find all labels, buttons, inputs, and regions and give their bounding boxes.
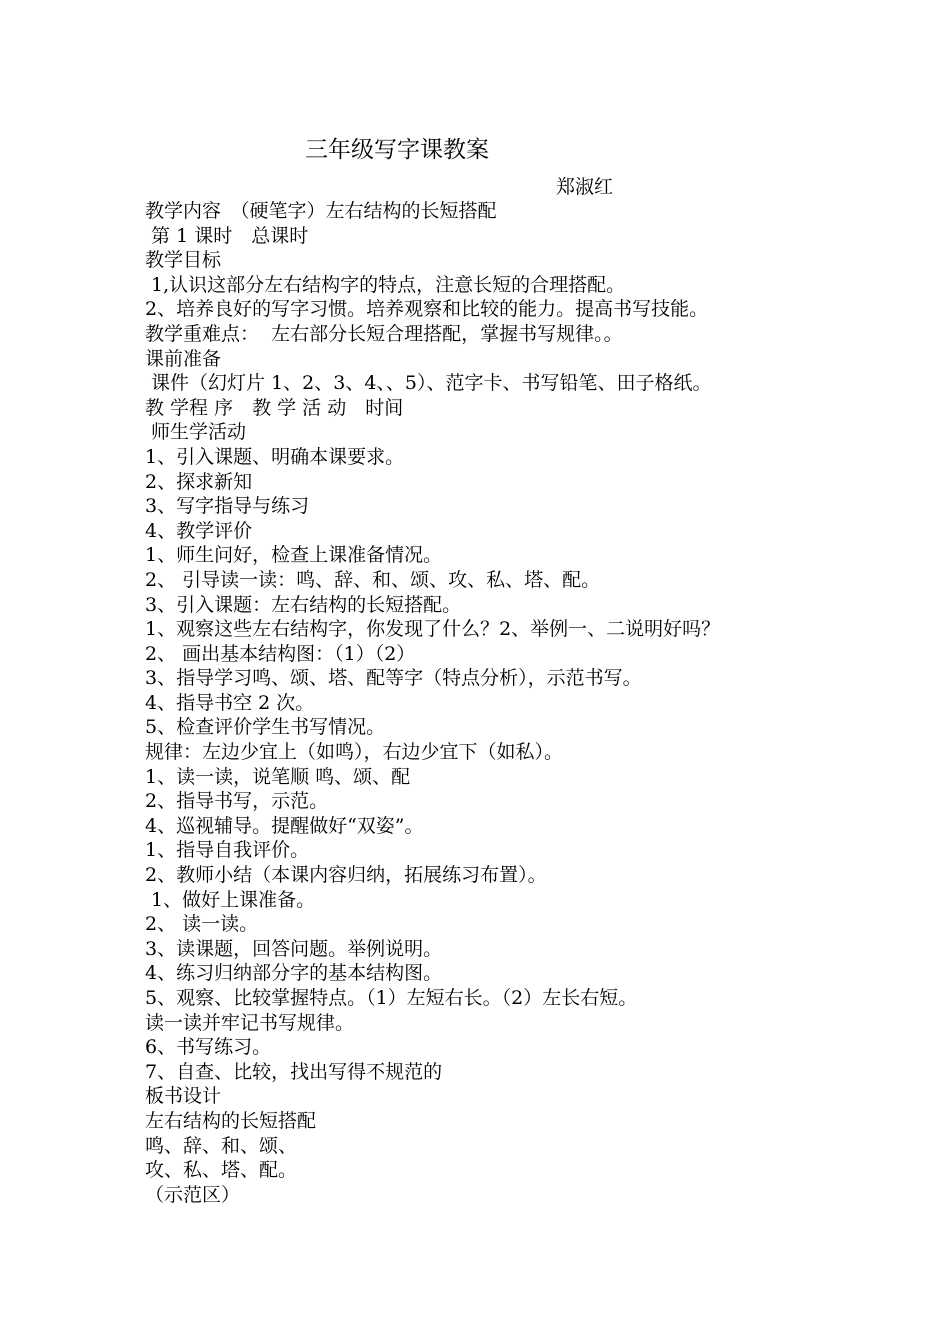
document-line: 4、教学评价 [145, 519, 253, 542]
document-line: 5、观察、比较掌握特点。（1）左短右长。（2）左长右短。 [145, 987, 638, 1009]
document-line: 2、探求新知 [145, 470, 253, 493]
document-line: 3、指导学习鸣、颂、塔、配等字（特点分析），示范书写。 [145, 667, 642, 690]
document-line: 4、指导书空 2 次。 [145, 691, 315, 714]
document-line: 4、巡视辅导。提醒做好“双姿”。 [145, 814, 424, 837]
document-line: 1、读一读，说笔顺 鸣、颂、配 [145, 765, 411, 788]
document-line: 3、引入课题：左右结构的长短搭配。 [145, 593, 462, 616]
document-line: 5、检查评价学生书写情况。 [145, 716, 386, 739]
document-line: 鸣、辞、和、颂、 [145, 1134, 298, 1157]
document-line: 读一读并牢记书写规律。 [145, 1011, 355, 1034]
document-line: 2、 读一读。 [145, 913, 259, 936]
document-line: 1、引入课题、明确本课要求。 [145, 445, 405, 468]
document-line: 1、师生问好，检查上课准备情况。 [145, 544, 443, 567]
document-line: 左右结构的长短搭配 [145, 1109, 317, 1132]
document-line: 教学目标 [145, 249, 222, 272]
document-line: 课件（幻灯片 1、2、3、4、、5）、范字卡、书写铅笔、田子格纸。 [145, 372, 712, 395]
document-line: 教学内容 （硬笔字）左右结构的长短搭配 [145, 200, 497, 222]
document-line: 课前准备 [145, 347, 222, 370]
document-line: 3、写字指导与练习 [145, 495, 310, 518]
document-line: 教学重难点： 左右部分长短合理搭配，掌握书写规律。。 [145, 322, 623, 345]
document-line: 2、 画出基本结构图：（1）（2） [145, 642, 416, 665]
document-line: 规律：左边少宜上（如鸣），右边少宜下（如私）。 [145, 741, 564, 764]
document-author: 郑淑红 [556, 176, 614, 198]
document-line: 1、指导自我评价。 [145, 839, 310, 862]
document-line: 7、自查、比较，找出写得不规范的 [145, 1060, 443, 1083]
document-line: 板书设计 [145, 1085, 222, 1108]
document-line: 1、做好上课准备。 [145, 888, 316, 911]
document-line: 2、培养良好的写字习惯。培养观察和比较的能力。提高书写技能。 [145, 298, 709, 321]
document-line: 2、指导书写，示范。 [145, 790, 329, 813]
document-line: 第 1 课时 总课时 [145, 224, 309, 247]
document-line: 教 学程 序 教 学 活 动 时间 [145, 396, 404, 419]
document-line: 1,认识这部分左右结构字的特点，注意长短的合理搭配。 [145, 273, 626, 296]
document-line: 2、 引导读一读：鸣、辞、和、颂、攻、私、塔、配。 [145, 568, 601, 591]
document-line: 2、教师小结（本课内容归纳，拓展练习布置）。 [145, 864, 547, 887]
document-line: （示范区） [145, 1183, 241, 1206]
document-line: 3、读课题，回答问题。举例说明。 [145, 937, 443, 960]
document-line: 1、观察这些左右结构字，你发现了什么？2、举例一、二说明好吗？ [145, 618, 721, 641]
document-title: 三年级写字课教案 [305, 137, 489, 163]
document-line: 4、练习归纳部分字的基本结构图。 [145, 962, 443, 985]
document-line: 攻、私、塔、配。 [145, 1159, 298, 1182]
document-line: 6、书写练习。 [145, 1036, 272, 1059]
document-line: 师生学活动 [145, 421, 247, 444]
document-body [145, 199, 935, 1207]
